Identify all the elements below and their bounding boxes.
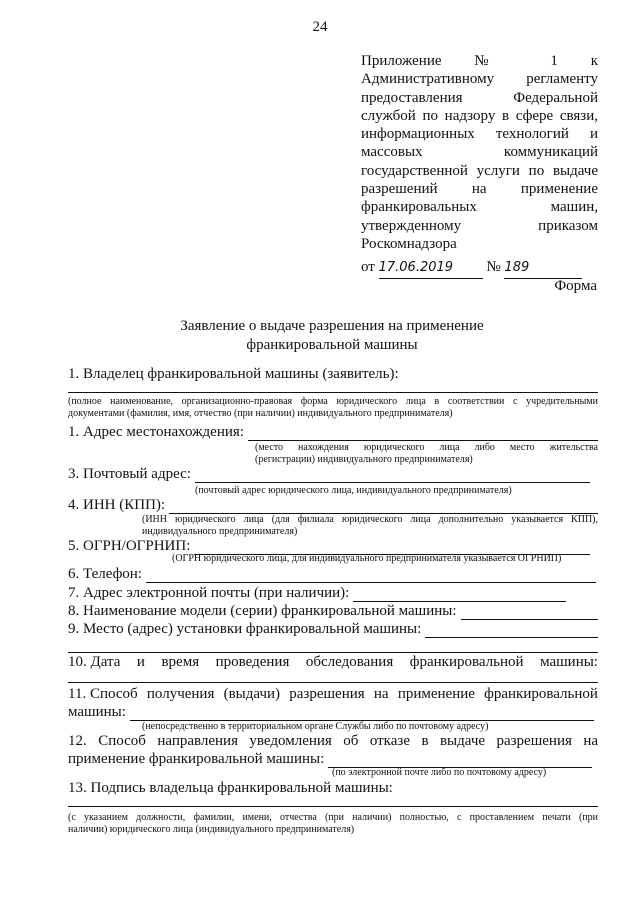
email-label: 7. Адрес электронной почты (при наличии): <box>68 585 350 601</box>
form-label: Форма <box>554 278 597 294</box>
approval-block <box>361 52 598 279</box>
approval-line: государственной услуги по выдаче <box>361 162 598 179</box>
field-8-row <box>68 603 598 620</box>
field-6-row <box>68 566 596 583</box>
word: и <box>136 654 145 670</box>
word: в <box>421 733 429 749</box>
inspection-date-field[interactable] <box>68 682 598 683</box>
inn-note: (ИНН юридического лица (для филиала юридического лица дополнительно указывается КПП), <box>142 514 598 525</box>
word: 10. Дата <box>68 654 121 670</box>
title-line: Заявление о выдаче разрешения на применение <box>180 318 484 334</box>
signature-note: наличии) юридического лица (индивидуального предпринимателя) <box>68 824 355 835</box>
field-3-row <box>68 466 590 483</box>
receipt-method-note: (непосредственно в территориальном органе Службы либо по почтовому адресу) <box>142 721 489 732</box>
order-number: 189 <box>504 259 582 278</box>
approval-line: Роскомнадзора <box>361 235 457 252</box>
field-1-label-row <box>68 366 598 383</box>
approval-date-line <box>361 258 598 278</box>
approval-line: массовых коммуникаций <box>361 144 598 161</box>
field-11-row-2 <box>68 704 594 721</box>
inn-field[interactable] <box>169 500 598 514</box>
inn-note: индивидуального предпринимателя) <box>142 526 298 537</box>
approval-line: предоставления Федеральной <box>361 89 598 106</box>
location-field-line-2[interactable] <box>68 652 598 653</box>
word: отказе <box>369 733 410 749</box>
postal-address-note: (почтовый адрес юридического лица, индивидуального предпринимателя) <box>195 485 512 496</box>
word: (выдачи) <box>223 686 281 702</box>
word: 11. Способ <box>68 686 138 702</box>
refusal-notice-label: применение франкировальной машины: <box>68 751 325 767</box>
approval-line: службой по надзору в сфере связи, <box>361 107 598 124</box>
field-12-row <box>68 733 598 750</box>
document-title <box>0 317 640 355</box>
owner-name-field[interactable] <box>68 392 598 393</box>
word: направления <box>157 733 238 749</box>
address-label: 1. Адрес местонахождения: <box>68 424 244 440</box>
postal-address-field[interactable] <box>195 469 590 483</box>
approval-line: Приложение № 1 к <box>361 53 598 69</box>
number-label: № <box>486 259 501 276</box>
field-9-row <box>68 621 598 638</box>
postal-address-label: 3. Почтовый адрес: <box>68 466 191 482</box>
field-1-label: 1. Владелец франкировальной машины (заявитель): <box>68 366 399 382</box>
ogrn-label: 5. ОГРН/ОГРНИП: <box>68 538 191 554</box>
order-date: 17.06.2019 <box>379 259 483 278</box>
field-13-row <box>68 780 598 797</box>
word: франкировальной <box>409 654 524 670</box>
location-field[interactable] <box>425 624 598 638</box>
signature-field[interactable] <box>68 806 598 807</box>
field-7-row <box>68 585 566 602</box>
approval-line: информационных технологий и <box>361 126 598 143</box>
model-label: 8. Наименование модели (серии) франкировальной машины: <box>68 603 457 619</box>
ogrn-note: (ОГРН юридического лица, для индивидуального предпринимателя указывается ОГРНИП) <box>172 553 562 564</box>
model-field[interactable] <box>461 606 598 620</box>
field-12-row-2 <box>68 751 592 768</box>
receipt-method-field[interactable] <box>130 707 594 721</box>
field-1-note: документами (фамилия, имя, отчество (при наличии) индивидуального предпринимателя) <box>68 408 453 419</box>
field-10-row <box>68 654 598 671</box>
approval-line: утвержденному приказом <box>361 217 598 234</box>
field-11-row <box>68 686 598 703</box>
approval-line: Административному регламенту <box>361 71 598 88</box>
word: разрешения <box>289 686 365 702</box>
field-4-row <box>68 497 598 514</box>
approval-line: разрешений на применение <box>361 181 598 198</box>
phone-field[interactable] <box>146 569 596 583</box>
from-label: от <box>361 259 375 276</box>
address-field[interactable] <box>248 427 598 441</box>
word: франкировальной <box>484 686 598 702</box>
signature-label: 13. Подпись владельца франкировальной машины: <box>68 780 393 796</box>
inn-label: 4. ИНН (КПП): <box>68 497 166 513</box>
address-note: (место нахождения юридического лица либо место жительства <box>255 442 598 453</box>
email-field[interactable] <box>353 588 566 602</box>
word: на <box>583 733 598 749</box>
signature-note: (с указанием должности, фамилии, имени, отчества (при наличии) полностью, с проставлением печати (при <box>68 812 598 823</box>
word: разрешения <box>496 733 572 749</box>
title-line: франкировальной машины <box>246 337 418 353</box>
address-note: (регистрации) индивидуального предпринимателя) <box>255 454 473 465</box>
phone-label: 6. Телефон: <box>68 566 142 582</box>
word: время <box>161 654 200 670</box>
receipt-method-label: машины: <box>68 704 126 720</box>
field-1-note: (полное наименование, организационно-правовая форма юридического лица в соответствии с учредительными <box>68 396 598 407</box>
word: об <box>343 733 359 749</box>
word: Способ <box>98 733 146 749</box>
word: выдаче <box>439 733 486 749</box>
refusal-notice-field[interactable] <box>328 754 592 768</box>
word: 12. <box>68 733 87 749</box>
location-label: 9. Место (адрес) установки франкировальной машины: <box>68 621 422 637</box>
word: получения <box>146 686 215 702</box>
page-number: 24 <box>312 19 328 35</box>
field-2-row <box>68 424 598 441</box>
word: обследования <box>305 654 394 670</box>
word: применение <box>397 686 475 702</box>
word: проведения <box>215 654 290 670</box>
word: уведомления <box>249 733 332 749</box>
word: машины: <box>540 654 598 670</box>
word: на <box>373 686 389 702</box>
approval-line: франкировальных машин, <box>361 199 598 216</box>
refusal-notice-note: (по электронной почте либо по почтовому адресу) <box>332 767 547 778</box>
